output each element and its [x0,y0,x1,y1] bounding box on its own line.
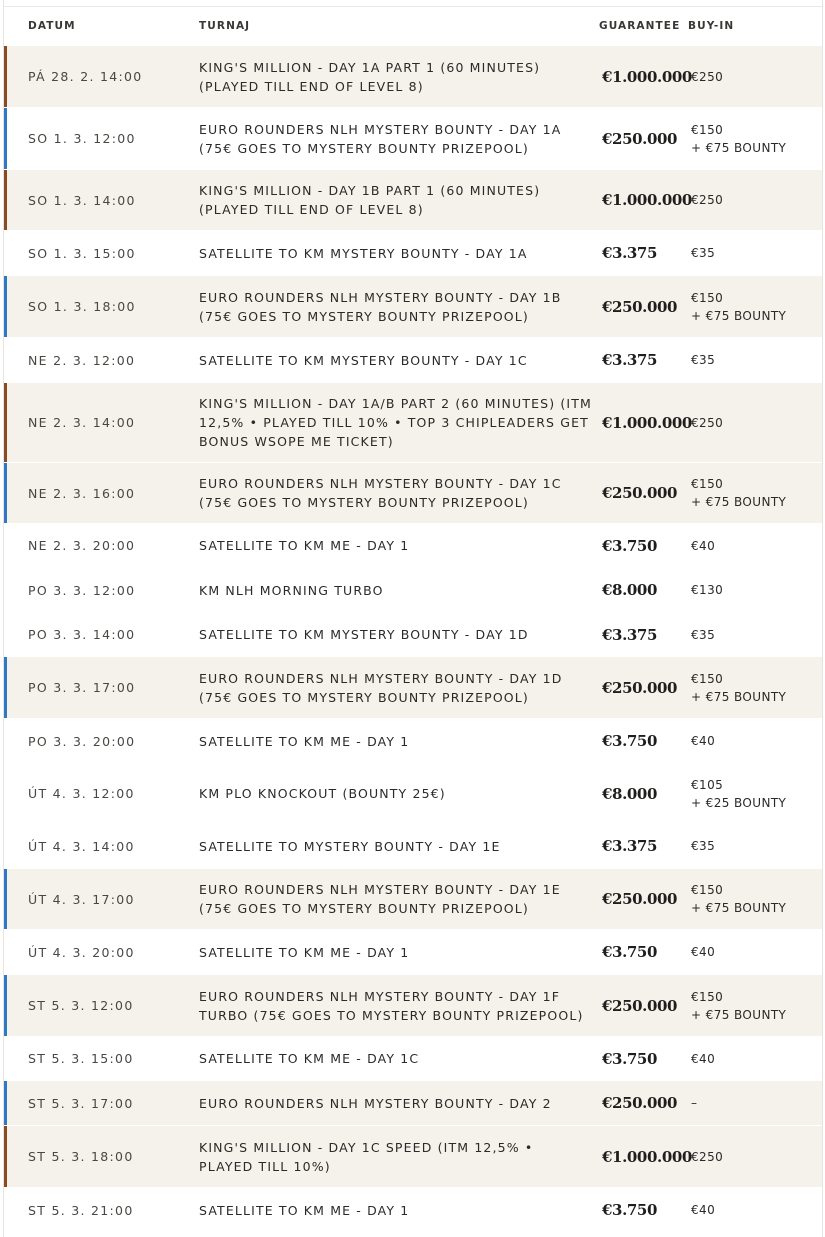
brown-accent-bar [4,1126,7,1187]
brown-accent-bar [4,170,7,230]
row-date-text: PO 3. 3. 14:00 [28,627,136,642]
row-tournament-name-text: EURO ROUNDERS NLH MYSTERY BOUNTY - DAY 1D (75€ GOES TO MYSTERY BOUNTY PRIZEPOOL) [199,670,563,705]
row-date [28,338,188,382]
row-tournament-name [199,383,592,462]
row-buyin [691,975,819,1036]
row-guarantee-text: €1.000.000 [602,67,692,86]
row-date-text: SO 1. 3. 15:00 [28,245,136,261]
row-tournament-name-text: KING'S MILLION - DAY 1A PART 1 (60 MINUTES) (PLAYED TILL END OF LEVEL 8) [199,59,541,94]
row-buyin [691,1126,819,1187]
buyin-bounty: + €75 BOUNTY [691,495,787,509]
row-tournament-name-text: KM PLO KNOCKOUT (BOUNTY 25€) [199,786,446,801]
row-date [28,764,188,823]
buyin-amount: €150 [691,477,724,491]
table-row[interactable] [4,524,822,568]
row-guarantee [602,1037,688,1080]
row-buyin [691,657,819,718]
row-guarantee [602,276,688,337]
table-header [4,7,822,46]
row-date-text: ÚT 4. 3. 20:00 [28,944,135,960]
buyin-amount: €35 [691,839,716,853]
row-buyin [691,930,819,974]
row-guarantee [602,719,688,763]
row-guarantee [602,568,688,612]
table-row[interactable] [4,1188,822,1233]
row-date-text: ST 5. 3. 18:00 [28,1149,134,1164]
header-guarantee: GUARANTEE [599,20,681,32]
buyin-amount: €105 [691,777,724,792]
row-tournament-name [199,568,592,612]
row-tournament-name-text: KING'S MILLION - DAY 1A/B PART 2 (60 MINUTES) (ITM 12,5% • PLAYED TILL 10% • TOP 3 CHIPLEADERS GET BONUS WSOPE ME TICKET) [199,396,592,449]
table-row[interactable] [4,1081,822,1126]
row-date-text: ÚT 4. 3. 17:00 [28,891,135,907]
row-date [28,108,188,169]
table-body [4,46,822,1233]
row-guarantee-text: €250.000 [602,129,678,148]
row-tournament-name [199,46,592,107]
row-guarantee [602,108,688,169]
row-date-text: ST 5. 3. 12:00 [28,998,134,1013]
row-tournament-name-text: KM NLH MORNING TURBO [199,582,384,598]
table-row[interactable] [4,1126,822,1188]
table-row[interactable] [4,338,822,383]
row-tournament-name-text: SATELLITE TO KM MYSTERY BOUNTY - DAY 1C [199,352,528,368]
row-date [28,657,188,718]
blue-accent-bar [4,1081,7,1125]
blue-accent-bar [4,276,7,337]
buyin-amount: €150 [691,989,724,1004]
row-tournament-name [199,170,592,230]
row-guarantee [602,613,688,656]
buyin-bounty: + €75 BOUNTY [691,689,787,704]
row-guarantee [602,930,688,974]
row-date [28,719,188,763]
buyin-amount: €40 [691,734,716,748]
row-tournament-name [199,869,592,929]
table-row[interactable] [4,1037,822,1081]
table-row[interactable] [4,975,822,1037]
buyin-amount: €150 [691,883,724,897]
row-date-text: PÁ 28. 2. 14:00 [28,69,143,84]
row-tournament-name [199,1081,592,1125]
table-row[interactable] [4,764,822,824]
row-tournament-name-text: KING'S MILLION - DAY 1C SPEED (ITM 12,5% • PLAYED TILL 10%) [199,1139,534,1174]
buyin-bounty: + €75 BOUNTY [691,1007,787,1022]
row-tournament-name [199,1188,592,1232]
row-tournament-name-text: EURO ROUNDERS NLH MYSTERY BOUNTY - DAY 1F TURBO (75€ GOES TO MYSTERY BOUNTY PRIZEPOOL) [199,988,584,1023]
row-tournament-name-text: KING'S MILLION - DAY 1B PART 1 (60 MINUTES) (PLAYED TILL END OF LEVEL 8) [199,183,541,217]
blue-accent-bar [4,975,7,1036]
row-date-text: PO 3. 3. 12:00 [28,582,136,598]
table-row[interactable] [4,869,822,930]
table-row[interactable] [4,657,822,719]
buyin-amount: €250 [691,1149,724,1164]
header-buyin: BUY-IN [688,20,735,32]
row-guarantee-text: €3.375 [602,244,658,262]
row-tournament-name [199,764,592,823]
row-date [28,1037,188,1080]
row-guarantee [602,463,688,523]
row-tournament-name [199,524,592,567]
buyin-amount: €130 [691,583,724,597]
buyin-bounty: + €25 BOUNTY [691,795,787,810]
row-buyin [691,524,819,567]
row-date-text: NE 2. 3. 16:00 [28,485,136,501]
row-tournament-name-text: SATELLITE TO KM MYSTERY BOUNTY - DAY 1A [199,245,528,261]
row-guarantee [602,1081,688,1125]
row-date [28,276,188,337]
row-date-text: SO 1. 3. 14:00 [28,192,136,208]
row-guarantee-text: €250.000 [602,890,678,908]
buyin-amount: €40 [691,538,716,553]
row-buyin [691,1081,819,1125]
blue-accent-bar [4,657,7,718]
row-guarantee-text: €250.000 [602,484,678,502]
table-row[interactable] [4,930,822,975]
row-guarantee-text: €250.000 [602,1094,678,1112]
row-buyin [691,1188,819,1232]
row-buyin [691,383,819,462]
header-tournament: TURNAJ [199,20,251,32]
row-date-text: ÚT 4. 3. 12:00 [28,786,135,801]
row-tournament-name-text: SATELLITE TO MYSTERY BOUNTY - DAY 1E [199,838,501,854]
row-buyin [691,613,819,656]
row-date [28,1081,188,1125]
table-row[interactable] [4,231,822,276]
row-date [28,1188,188,1232]
buyin-amount: €150 [691,290,724,305]
buyin-amount: €40 [691,1051,716,1066]
row-guarantee-text: €250.000 [602,996,678,1015]
row-date-text: SO 1. 3. 12:00 [28,131,136,146]
row-date [28,170,188,230]
row-tournament-name [199,930,592,974]
row-date-text: NE 2. 3. 14:00 [28,415,136,430]
row-guarantee [602,170,692,230]
row-guarantee [602,383,692,462]
row-tournament-name [199,1126,592,1187]
row-guarantee-text: €8.000 [602,784,658,803]
buyin-amount: €150 [691,122,724,137]
buyin-amount: €250 [691,415,724,430]
row-guarantee-text: €3.750 [602,943,658,961]
row-tournament-name-text: SATELLITE TO KM ME - DAY 1 [199,1202,410,1218]
row-guarantee-text: €3.750 [602,732,658,750]
row-tournament-name-text: EURO ROUNDERS NLH MYSTERY BOUNTY - DAY 1E (75€ GOES TO MYSTERY BOUNTY PRIZEPOOL) [199,882,561,916]
row-date-text: PO 3. 3. 17:00 [28,680,136,695]
row-tournament-name-text: EURO ROUNDERS NLH MYSTERY BOUNTY - DAY 2 [199,1095,552,1111]
row-guarantee-text: €3.375 [602,837,658,855]
buyin-amount: €150 [691,671,724,686]
buyin-bounty: + €75 BOUNTY [691,308,787,323]
row-guarantee-text: €8.000 [602,581,658,599]
row-date-text: ST 5. 3. 17:00 [28,1095,134,1111]
buyin-amount: €250 [691,193,724,207]
row-date [28,1126,188,1187]
table-row[interactable] [4,719,822,764]
row-guarantee [602,657,688,718]
buyin-amount: €35 [691,353,716,367]
table-row[interactable] [4,383,822,463]
row-tournament-name-text: SATELLITE TO KM ME - DAY 1C [199,1051,420,1066]
row-date-text: ÚT 4. 3. 14:00 [28,838,135,854]
row-tournament-name [199,1037,592,1080]
row-tournament-name-text: SATELLITE TO KM ME - DAY 1 [199,538,410,553]
row-guarantee-text: €1.000.000 [602,413,692,432]
row-guarantee [602,231,688,275]
table-row[interactable] [4,613,822,657]
row-date [28,463,188,523]
row-buyin [691,719,819,763]
row-guarantee-text: €3.375 [602,351,658,369]
buyin-amount: €35 [691,246,716,260]
row-guarantee-text: €1.000.000 [602,1147,692,1166]
blue-accent-bar [4,869,7,929]
row-tournament-name-text: EURO ROUNDERS NLH MYSTERY BOUNTY - DAY 1C (75€ GOES TO MYSTERY BOUNTY PRIZEPOOL) [199,476,562,510]
row-guarantee [602,824,688,868]
row-tournament-name-text: EURO ROUNDERS NLH MYSTERY BOUNTY - DAY 1A (75€ GOES TO MYSTERY BOUNTY PRIZEPOOL) [199,121,562,156]
blue-accent-bar [4,463,7,523]
row-date [28,613,188,656]
row-date [28,975,188,1036]
row-date-text: NE 2. 3. 20:00 [28,538,136,553]
top-divider [4,0,822,7]
row-guarantee-text: €1.000.000 [602,191,692,209]
table-row[interactable] [4,568,822,613]
row-guarantee [602,1188,688,1232]
row-date [28,930,188,974]
buyin-bounty: + €75 BOUNTY [691,140,787,155]
row-guarantee-text: €3.750 [602,1049,658,1068]
header-date: DATUM [28,20,76,32]
row-tournament-name-text: EURO ROUNDERS NLH MYSTERY BOUNTY - DAY 1B (75€ GOES TO MYSTERY BOUNTY PRIZEPOOL) [199,289,562,324]
row-guarantee [602,975,688,1036]
buyin-amount: €40 [691,1203,716,1217]
row-buyin [691,1037,819,1080]
buyin-amount: €40 [691,945,716,959]
row-tournament-name-text: SATELLITE TO KM ME - DAY 1 [199,733,410,749]
schedule-table [3,0,823,1237]
buyin-amount: €35 [691,627,716,642]
table-row[interactable] [4,276,822,338]
row-guarantee [602,46,692,107]
row-date-text: SO 1. 3. 18:00 [28,299,136,314]
row-guarantee [602,524,688,567]
row-guarantee [602,1126,692,1187]
table-row[interactable] [4,108,822,170]
row-tournament-name [199,463,592,523]
row-tournament-name [199,108,592,169]
row-date-text: ST 5. 3. 21:00 [28,1202,134,1218]
row-buyin [691,46,819,107]
row-date [28,524,188,567]
table-row[interactable] [4,463,822,524]
row-tournament-name [199,719,592,763]
row-guarantee-text: €250.000 [602,297,678,316]
buyin-bounty: + €75 BOUNTY [691,901,787,915]
row-guarantee [602,338,688,382]
blue-accent-bar [4,108,7,169]
row-tournament-name [199,824,592,868]
table-row[interactable] [4,170,822,231]
row-buyin [691,824,819,868]
brown-accent-bar [4,383,7,462]
table-row[interactable] [4,46,822,108]
buyin-amount: €250 [691,69,724,84]
row-buyin [691,568,819,612]
row-date [28,231,188,275]
row-guarantee-text: €3.750 [602,536,658,555]
row-guarantee-text: €250.000 [602,678,678,697]
row-tournament-name [199,657,592,718]
row-tournament-name [199,975,592,1036]
row-tournament-name [199,613,592,656]
row-guarantee [602,869,688,929]
row-buyin [691,463,819,523]
row-buyin [691,764,819,823]
row-buyin [691,231,819,275]
row-date [28,46,188,107]
row-tournament-name [199,231,592,275]
row-guarantee [602,764,688,823]
row-tournament-name-text: SATELLITE TO KM MYSTERY BOUNTY - DAY 1D [199,627,529,642]
table-row[interactable] [4,824,822,869]
buyin-amount: – [691,1096,698,1110]
row-date [28,568,188,612]
row-buyin [691,170,819,230]
row-tournament-name-text: SATELLITE TO KM ME - DAY 1 [199,944,410,960]
row-date [28,869,188,929]
row-date-text: ST 5. 3. 15:00 [28,1051,134,1066]
row-date-text: NE 2. 3. 12:00 [28,352,136,368]
row-tournament-name [199,338,592,382]
row-guarantee-text: €3.375 [602,625,658,644]
row-date [28,383,188,462]
row-guarantee-text: €3.750 [602,1201,658,1219]
row-date-text: PO 3. 3. 20:00 [28,733,136,749]
row-buyin [691,108,819,169]
row-tournament-name [199,276,592,337]
row-date [28,824,188,868]
row-buyin [691,338,819,382]
brown-accent-bar [4,46,7,107]
row-buyin [691,276,819,337]
row-buyin [691,869,819,929]
